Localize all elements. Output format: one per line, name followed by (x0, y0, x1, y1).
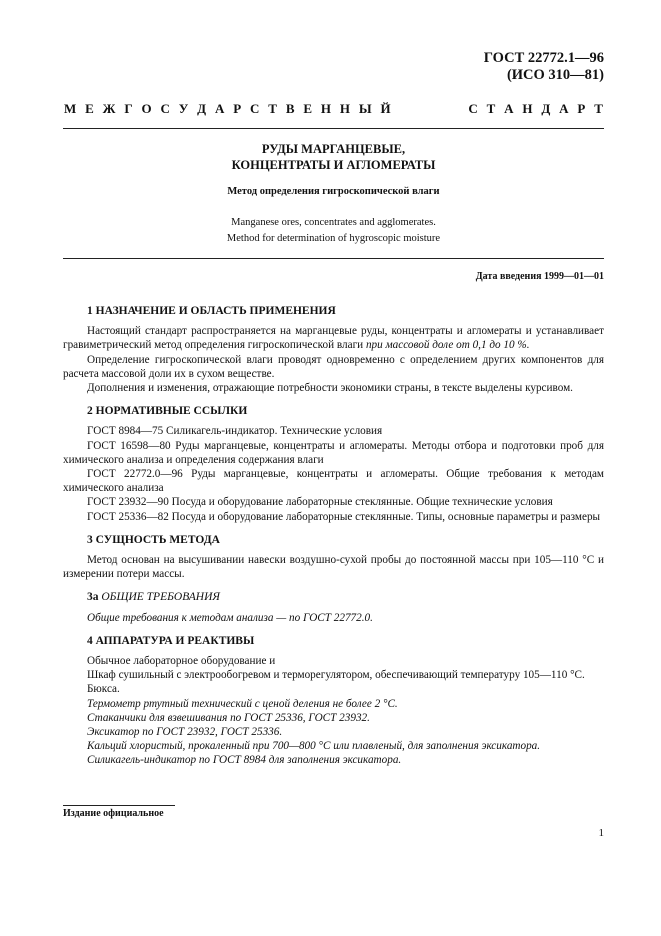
section-1-heading: 1 НАЗНАЧЕНИЕ И ОБЛАСТЬ ПРИМЕНЕНИЯ (87, 305, 336, 317)
banner-letter: Р (577, 101, 586, 116)
banner-letter: Р (233, 101, 242, 116)
equipment-item: Шкаф сушильный с электрообогревом и терморегулятором, обеспечивающий температуру 105—110 °С. (87, 669, 585, 682)
gost-number: ГОСТ 22772.1—96 (483, 50, 604, 66)
reference-item: ГОСТ 23932—90 Посуда и оборудование лабораторные стеклянные. Общие технические условия (87, 496, 553, 509)
equipment-item: Обычное лабораторное оборудование и (87, 655, 276, 668)
banner-letter: О (141, 101, 152, 116)
top-divider (63, 128, 604, 129)
reference-item: ГОСТ 8984—75 Силикагель-индикатор. Технические условия (87, 425, 383, 438)
banner-letter: Д (197, 101, 207, 116)
equipment-item: Силикагель-индикатор по ГОСТ 8984 для заполнения эксикатора. (87, 754, 402, 767)
page-number: 1 (598, 827, 604, 839)
banner-letter: С (250, 101, 260, 116)
banner-letter: А (559, 101, 569, 116)
section-3a-paragraph: Общие требования к методам анализа — по ГОСТ 22772.0. (87, 611, 373, 624)
document-title (63, 141, 604, 173)
banner-letter: Ы (358, 101, 372, 116)
section-1-paragraph-3: Дополнения и изменения, отражающие потребности экономики страны, в тексте выделены курсивом. (87, 382, 573, 395)
equipment-item: Эксикатор по ГОСТ 23932, ГОСТ 25336. (87, 726, 283, 739)
interstate-standard-banner (64, 101, 603, 117)
document-subtitle: Метод определения гигроскопической влаги (227, 186, 440, 197)
banner-letter: А (214, 101, 225, 116)
section-1-paragraph-2: Определение гигроскопической влаги проводят одновременно с определением других компонентов для расчета массовой доли их в сухом веществе. (63, 353, 604, 380)
banner-letter: Н (339, 101, 350, 116)
banner-letter: У (178, 101, 189, 116)
banner-gap (399, 101, 459, 117)
banner-letter: Н (522, 101, 533, 116)
banner-letter: Г (124, 101, 133, 116)
section-3-paragraph: Метод основан на высушивании навески воздушно-сухой пробы до постоянной массы при 105—110 °С и измерении потери массы. (63, 554, 604, 581)
english-title-line-1: Manganese ores, concentrates and agglomerates. (231, 217, 436, 228)
english-title-line-2: Method for determination of hygroscopic moisture (226, 233, 441, 244)
section-1-paragraph-1: Настоящий стандарт распространяется на марганцевые руды, концентраты и агломераты и устанавливает гравиметрический метод определения гигроскопической влаги при массовой доле от 0,1 до 10 %. (63, 325, 604, 352)
banner-letter: М (64, 101, 77, 116)
edition-label: Издание официальное (63, 808, 164, 819)
banner-letter: Е (85, 101, 94, 116)
title-divider (63, 258, 604, 259)
banner-letter: Е (303, 101, 313, 116)
banner-letter: Д (541, 101, 551, 116)
iso-number: (ИСО 310—81) (506, 67, 604, 83)
banner-letter: С (468, 101, 478, 116)
equipment-item: Стаканчики для взвешивания по ГОСТ 25336, ГОСТ 23932. (87, 711, 370, 724)
banner-letter: Н (320, 101, 332, 116)
english-title (63, 215, 604, 247)
equipment-item: Бюкса. (87, 683, 120, 696)
banner-letter: А (504, 101, 514, 116)
title-line-1: РУДЫ МАРГАНЦЕВЫЕ, (261, 142, 406, 156)
banner-letter: В (285, 101, 295, 116)
banner-letter: Й (380, 101, 391, 116)
equipment-item: Термометр ртутный технический с ценой деления не более 2 °С. (87, 697, 398, 710)
banner-letter: Ж (102, 101, 116, 116)
banner-letter: Т (268, 101, 277, 116)
equipment-item: Кальций хлористый, прокаленный при 700—800 °С или плавленый, для заполнения эксикатора. (87, 740, 541, 753)
reference-item: ГОСТ 22772.0—96 Руды марганцевые, концентраты и агломераты. Общие требования к методам химического анализа (63, 468, 604, 495)
section-2-heading: 2 НОРМАТИВНЫЕ ССЫЛКИ (87, 405, 248, 418)
italic-fragment: при массовой доле от 0,1 до 10 %. (365, 339, 530, 352)
footer-divider (63, 805, 175, 806)
reference-item: ГОСТ 25336—82 Посуда и оборудование лабораторные стеклянные. Типы, основные параметры и размеры (87, 510, 601, 523)
document-number-block (484, 50, 604, 84)
section-3-heading: 3 СУЩНОСТЬ МЕТОДА (87, 533, 220, 546)
reference-item: ГОСТ 16598—80 Руды марганцевые, концентраты и агломераты. Методы отбора и подготовки проб для химического анализа и определения содержания влаги (63, 439, 604, 466)
effective-date: Дата введения 1999—01—01 (475, 271, 604, 282)
title-line-2: КОНЦЕНТРАТЫ И АГЛОМЕРАТЫ (231, 158, 436, 172)
section-4-heading: 4 АППАРАТУРА И РЕАКТИВЫ (87, 634, 255, 647)
document-body (63, 298, 604, 768)
banner-letter: Т (594, 101, 603, 116)
section-3a-heading: 3а ОБЩИЕ ТРЕБОВАНИЯ (87, 591, 220, 604)
banner-letter: С (160, 101, 170, 116)
banner-letter: Т (486, 101, 496, 116)
